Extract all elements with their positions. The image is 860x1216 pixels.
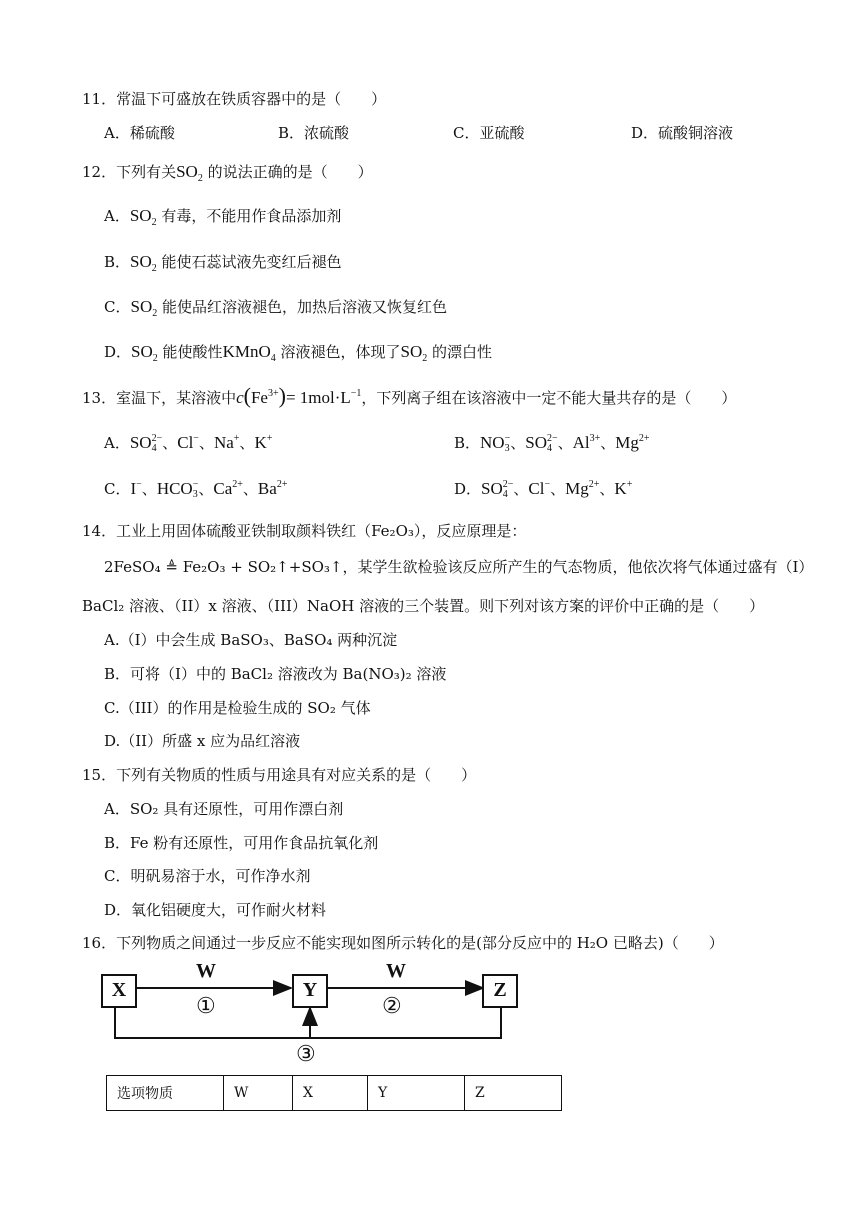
q15-option-b: B．Fe 粉有还原性，可用作食品抗氧化剂 <box>104 834 379 852</box>
bottom-loop-line <box>115 1006 501 1038</box>
options-table <box>106 1075 562 1111</box>
q13-option-d: D．SO 2− 4 、Cl−、$Mg^{2+}$、K+ <box>454 479 633 501</box>
label-circle-2: ② <box>382 994 402 1019</box>
table-header-cell: W <box>224 1076 293 1111</box>
q11-option-c: C．亚硫酸 <box>453 124 525 142</box>
q14-option-d: D.（II）所盛 x 应为品红溶液 <box>104 732 301 750</box>
q14-stem-line3: BaCl₂ 溶液、（II）x 溶液、（III）NaOH 溶液的三个装置。则下列对该方案的评价中正确的是（ ） <box>82 597 765 615</box>
q11-option-d: D．硫酸铜溶液 <box>631 124 734 142</box>
q12-stem: 12．下列有关$SO_2$ 的说法正确的是（ ） <box>82 162 373 184</box>
node-z: Z <box>482 974 518 1008</box>
table-header-cell: Z <box>465 1076 562 1111</box>
table-header-cell: 选项物质 <box>107 1076 224 1111</box>
q15-stem: 15．下列有关物质的性质与用途具有对应关系的是（ ） <box>82 766 477 784</box>
q15-option-d: D．氧化铝硬度大，可作耐火材料 <box>104 901 327 919</box>
q13-option-b: B．NO − 3 、SO 2− 4 、$Al^{3+}$、$Mg^{2+}$ <box>454 433 650 455</box>
label-circle-1: ① <box>196 994 216 1019</box>
label-w2: W <box>386 960 406 982</box>
q13-option-c: C．I−、HCO − 3 、$Ca^{2+}$、$Ba^{2+}$ <box>104 479 288 501</box>
q13-option-a: A．SO 2− 4 、Cl−、Na+、K+ <box>104 433 273 455</box>
q16-stem: 16．下列物质之间通过一步反应不能实现如图所示转化的是(部分反应中的 H₂O 已略去)（ ） <box>82 934 724 952</box>
q13-stem: 13．室温下，某溶液中$c(Fe^{3+})= 1mol\cdot L^{-1}$，下列离子组在该溶液中一定不能大量共存的是（ ） <box>82 383 737 408</box>
q15-option-a: A．SO₂ 具有还原性，可用作漂白剂 <box>104 800 344 818</box>
node-x: X <box>101 974 137 1008</box>
q12-option-b: B．$SO_2$ 能使石蕊试液先变红后褪色 <box>104 252 342 274</box>
q11-option-b: B．浓硫酸 <box>278 124 350 142</box>
q12-option-d: D．$SO_2$ 能使酸性KMnO$_4$ 溶液褪色，体现了$SO_2$ 的漂白性 <box>104 342 493 364</box>
label-circle-3: ③ <box>296 1042 316 1067</box>
q14-option-b: B．可将（I）中的 BaCl₂ 溶液改为 Ba(NO₃)₂ 溶液 <box>104 665 447 683</box>
node-y: Y <box>292 974 328 1008</box>
label-w1: W <box>196 960 216 982</box>
q14-stem-line1: 14．工业上用固体硫酸亚铁制取颜料铁红（Fe₂O₃），反应原理是： <box>82 522 527 540</box>
table-header-row <box>107 1076 562 1111</box>
q11-option-a: A．稀硫酸 <box>104 124 175 142</box>
q14-option-c: C.（III）的作用是检验生成的 SO₂ 气体 <box>104 699 371 717</box>
q11-stem: 11．常温下可盛放在铁质容器中的是（ ） <box>82 90 387 108</box>
q12-option-a: A．$SO_2$ 有毒，不能用作食品添加剂 <box>104 206 342 228</box>
q14-stem-line2: 2FeSO₄ ≜ Fe₂O₃ + SO₂↑+SO₃↑，某学生欲检验该反应所产生的气态物质，他依次将气体通过盛有（I） <box>104 558 814 576</box>
table-header-cell: X <box>293 1076 368 1111</box>
q12-option-c: C．$SO_2$ 能使品红溶液褪色，加热后溶液又恢复红色 <box>104 297 448 319</box>
q14-option-a: A.（I）中会生成 BaSO₃、BaSO₄ 两种沉淀 <box>104 631 398 649</box>
table-header-cell: Y <box>368 1076 465 1111</box>
q15-option-c: C．明矾易溶于水，可作净水剂 <box>104 867 311 885</box>
